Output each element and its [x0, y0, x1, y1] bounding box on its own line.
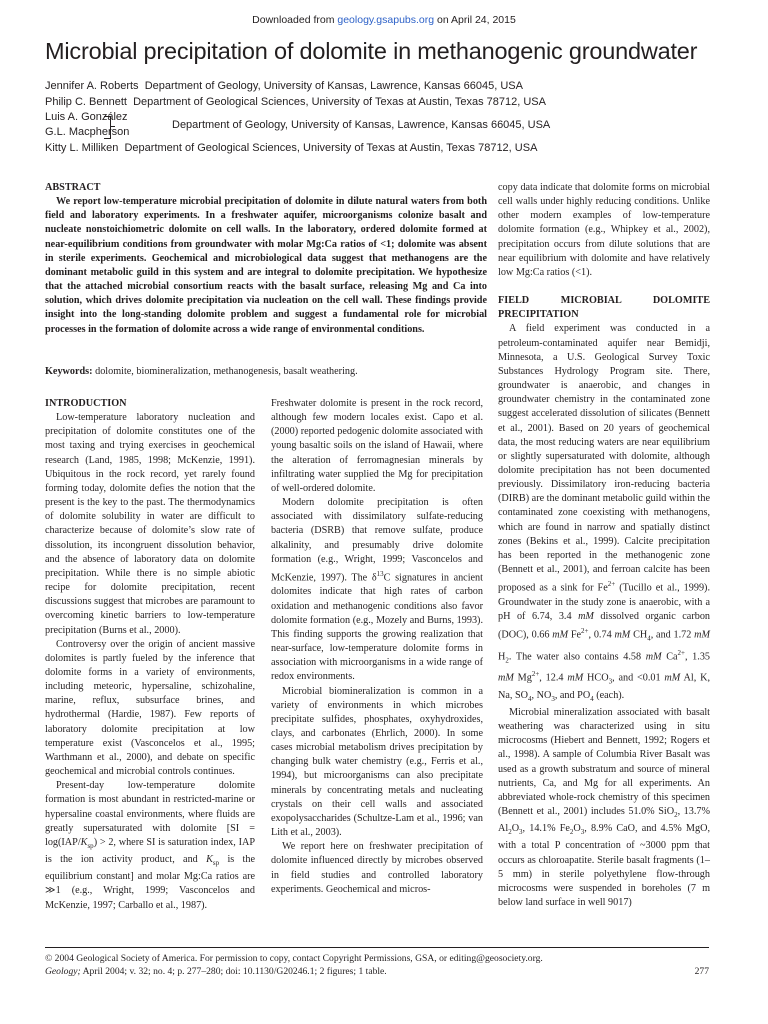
paragraph: Freshwater dolomite is present in the rock record, although few modern locales exist. Capo et al. (2000) reported pedogenic dolomite associated with young basaltic soils on the island of Hawaii, where the alteration of ferromagnesian minerals by infiltrating water supplied the Mg for precipitation of well-ordered dolomite. — [271, 398, 483, 494]
citation-line: Geology; April 2004; v. 32; no. 4; p. 277–280; doi: 10.1130/G20246.1; 2 figures; 1 table. — [45, 966, 387, 977]
paragraph: Microbial biomineralization is common in a variety of environments in which microbes precipitate sulfides, phosphates, oxyhydroxides, clays, and carbonates (Ehrlich, 2000). In some cases microbial metabolism drives precipitation by changing bulk water chemistry (e.g., Ferris et al., 1994), but microorganisms can also precipitate minerals by concentrating metals and nucleating crystals on their cell walls and associated exopolysaccharides (Schultze-Lam et al., 1996; van Lith et al., 2003). — [271, 685, 483, 839]
abstract-text: We report low-temperature microbial precipitation of dolomite in dilute natural waters from both field and laboratory experiments. In a freshwater aquifer, microorganisms colonize basalt and nucleate nonstoichiometric dolomite on cell walls. In the laboratory, ordered dolomite formed at near-equilibrium conditions from groundwater with molar Mg:Ca ratios of <1; dolomite was absent in sterile experiments. Geochemical and microbiological data suggest that methanogens are the dominant metabolic guild in this system and are integral to dolomite precipitation. We hypothesize that the attached microbial consortium reacts with the basalt surface, releasing Mg and Ca into solution, which drives dolomite precipitation via nucleation on the cell wall. These findings provide insight into the long-standing dolomite problem and suggest a fundamental role for microbial processes in the formation of dolomite across a wide range of environmental conditions. — [45, 196, 487, 335]
column-1 — [45, 397, 255, 913]
author-name: G.L. Macpherson — [45, 126, 130, 138]
column-2 — [271, 397, 483, 897]
paragraph: A field experiment was conducted in a petroleum-contaminated aquifer near Bemidji, Minnesota, a U.S. Geological Survey Toxic Substances Hydrology Program site. There, groundwater is anaerobic, and changes in groundwater chemistry in the contaminated zone suggest accelerated dissolution of silicates (Bennett et al., 2001). Based on 20 years of geochemical data, the most reducing waters are near equilibrium or slightly supersaturated with dolomite, although dolomite precipitation has not been documented previously. Dissimilatory iron-reducing bacteria (DIRB) are the dominant metabolic guild within the contaminated zone coexisting with methanogens, which are found in narrow and spatially distinct zones (Bekins et al., 1999). Calcite precipitation has been reported in the methanogenic zone (Bennett et al., 2001), and ferroan calcite has been proposed as a sink for $Fe^{2+}$ (Tucillo et al., 1999). Groundwater in the study zone is anaerobic, with a pH of 6.74, 3.4 mM dissolved organic carbon (DOC), 0.66 mM $Fe^{2+}$, 0.74 mM $CH_4$, and 1.72 mM $H_2$. The water also contains 4.58 mM $Ca^{2+}$, 1.35 mM $Mg^{2+}$, 12.4 mM $HCO_3$, and <0.01 mM Al, K, Na, $SO_4$, $NO_3$, and $PO_4$ (each). — [498, 323, 711, 703]
paragraph: Modern dolomite precipitation is often associated with dissimilatory sulfate-reducing bacteria (DSRB) that remove sulfate, produce alkalinity, and presumably drive dolomite formation (e.g., Wright, 1999; Vasconcelos and McKenzie, 1997). The $\delta^{13}C$ signatures in ancient dolomites indicate that high rates of carbon oxidation and methanogenic conditions also favor dolomite formation (e.g., Mozely and Burns, 1993). This finding supports the growing realization that near-surface, low-temperature dolomite forms in association with microorganisms in a wide range of redox environments. — [271, 497, 483, 683]
keywords-text: dolomite, biomineralization, methanogenesis, basalt weathering. — [92, 366, 358, 377]
footer — [45, 952, 709, 978]
author-affiliation: Department of Geological Sciences, University of Texas at Austin, Texas 78712, USA — [133, 95, 546, 108]
author-name: Kitty L. Milliken — [45, 142, 119, 154]
author-row — [45, 96, 546, 108]
abstract — [45, 181, 487, 337]
article-title: Microbial precipitation of dolomite in methanogenic groundwater — [45, 38, 698, 64]
paragraph: Low-temperature laboratory nucleation and precipitation of dolomite constitutes one of the most taxing and trying exercises in geochemical research (Land, 1985, 1998; McKenzie, 1991). Ubiquitous in the rock record, yet rarely found forming today, dolomite defies the notion that the present is the key to the past. The thermodynamics of dolomite solubility in water are difficult to characterize because of dolomite’s slow rate of dissolution, its incongruent dissolution behavior, and the absence of laboratory data on dolomite precipitation. While there is no simple abiotic recipe for dolomite precipitation, recent discussions suggest that microbes are paramount to overcoming kinetic barriers to low-temperature precipitation (Burns et al., 2000). — [45, 412, 255, 636]
author-name: Philip C. Bennett — [45, 95, 127, 108]
author-row — [45, 111, 128, 123]
footer-divider — [45, 947, 709, 948]
section-heading-field: FIELD MICROBIAL DOLOMITE PRECIPITATION — [498, 295, 710, 321]
shared-affiliation: Department of Geology, University of Kansas, Lawrence, Kansas 66045, USA — [172, 118, 551, 131]
paragraph: copy data indicate that dolomite forms on microbial cell walls under highly reducing conditions. Unlike other modern examples of low-temperature dolomite formation (e.g., Whipkey et al., 2002), precipitation occurs from dilute solutions that are near equilibrium with dolomite and have relatively low Mg:Ca ratios (<1). — [498, 182, 710, 278]
keywords-label: Keywords: — [45, 366, 93, 377]
column-3 — [498, 181, 710, 910]
paragraph: Present-day low-temperature dolomite formation is most abundant in restricted-marine or hypersaline coastal environments, where fluids are greatly supersaturated with dolomite [$SI = \log(IAP/K_{sp}) > 2$, where SI is saturation index, IAP is the ion activity product, and $K_{sp}$ is the equilibrium constant] and molar Mg:Ca ratios are ≫1 (e.g., Wright, 1999; Vasconcelos and McKenzie, 1997; Carballo et al., 1987). — [45, 780, 255, 911]
page-number: 277 — [694, 966, 709, 977]
paragraph: Microbial mineralization associated with basalt weathering was characterized using in situ microcosms (Hiebert and Bennett, 1992; Rogers et al., 1998). A sample of Columbia River Basalt was used as a growth substratum and source of mineral nutrients, Ca, and Mg for all experiments. An abbreviated whole-rock chemistry of this specimen (Bennett et al., 2001) includes 51.0% SiO$_2$, 13.7% $Al_2O_3$, 14.1% $Fe_2O_3$, 8.9% CaO, and 4.5% MgO, with a total P concentration of ~3000 ppm that occurs as chloroapatite. Sterile basalt fragments (1–5 mm) in sterile polyethylene flow-through microcosms were suspended in boreholes (7 m below land surface in well 9017) — [498, 707, 710, 909]
section-heading-introduction: INTRODUCTION — [45, 398, 127, 409]
author-name: Jennifer A. Roberts — [45, 80, 139, 92]
author-affiliation: Department of Geology, University of Kansas, Lawrence, Kansas 66045, USA — [144, 80, 523, 92]
paragraph: We report here on freshwater precipitation of dolomite influenced directly by microbes observed in field studies and controlled laboratory experiments. Geochemical and micros- — [271, 841, 483, 895]
copyright-line: © 2004 Geological Society of America. For permission to copy, contact Copyright Permissions, GSA, or editing@geosociety.org. — [45, 953, 543, 964]
author-row — [45, 126, 129, 138]
journal-site-link[interactable]: geology.gsapubs.org — [337, 14, 435, 26]
author-name: Luis A. González — [45, 111, 128, 123]
author-row — [45, 80, 523, 92]
author-affiliation: Department of Geological Sciences, University of Texas at Austin, Texas 78712, USA — [124, 142, 538, 154]
download-notice: Downloaded from geology.gsapubs.org on April 24, 2015 — [252, 14, 516, 26]
keywords — [45, 366, 487, 377]
affiliation-brace — [104, 116, 111, 139]
author-row — [45, 142, 537, 154]
paragraph: Controversy over the origin of ancient massive dolomites is partly fueled by the inference that dolomite forms in a variety of environments, including meteoric, hypersaline, schizohaline, marine, reflux, subsurface brines, and hydrothermal (Hardie, 1987). Few reports of laboratory dolomite precipitation at low temperature exist (Vasconcelos et al., 1995; Warthmann et al., 2000), and debate on specific geochemical and microbial controls continues. — [45, 638, 255, 778]
abstract-heading: ABSTRACT — [45, 182, 101, 193]
